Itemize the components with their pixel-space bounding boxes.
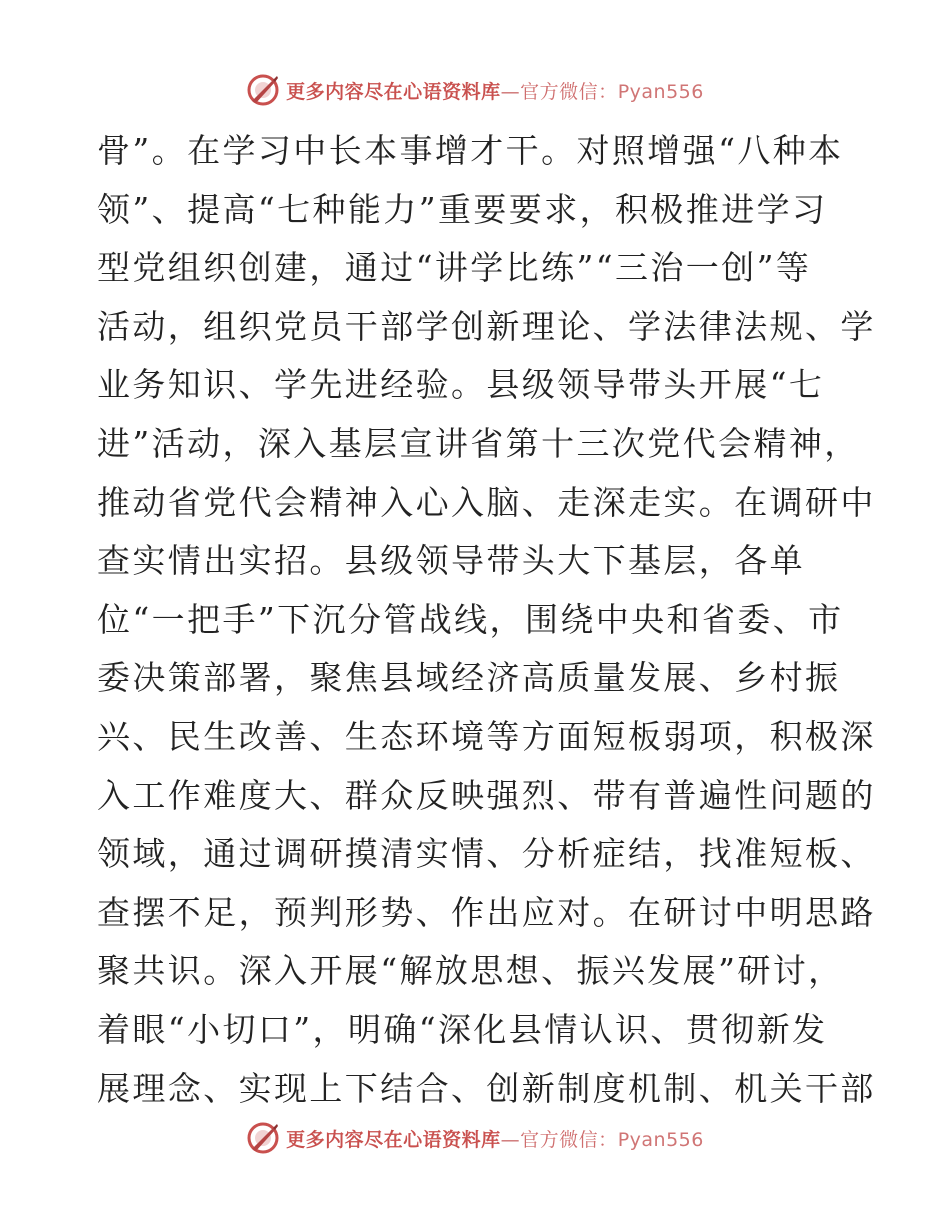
body-line: 骨”。在学习中长本事增才干。对照增强“八种本 (97, 131, 844, 170)
body-line: 进”活动，深入基层宣讲省第十三次党代会精神， (97, 423, 860, 463)
watermark-separator: — (500, 80, 521, 103)
body-line: 查摆不足，预判形势、作出应对。在研讨中明思路 (97, 892, 876, 932)
watermark-lead: 更多内容尽在心语资料库 (286, 1128, 501, 1151)
watermark-label: 官方微信： (520, 80, 618, 103)
body-line: 展理念、实现上下结合、创新制度机制、机关干部 (97, 1068, 876, 1108)
body-line: 活动，组织党员干部学创新理论、学法律法规、学 (97, 306, 876, 346)
quill-pen-seal-icon (246, 73, 280, 107)
body-line: 兴、民生改善、生态环境等方面短板弱项，积极深 (97, 716, 876, 756)
watermark-label: 官方微信： (520, 1128, 618, 1151)
body-line: 委决策部署，聚焦县域经济高质量发展、乡村振 (97, 658, 841, 698)
header-watermark (0, 70, 950, 110)
body-line: 位“一把手”下沉分管战线，围绕中央和省委、市 (97, 599, 844, 639)
watermark-separator: — (500, 1128, 521, 1151)
watermark-text (286, 77, 704, 104)
watermark-id: Pyan556 (617, 80, 704, 103)
body-line: 聚共识。深入开展“解放思想、振兴发展”研讨， (97, 951, 844, 991)
watermark-text (286, 1125, 704, 1152)
footer-watermark (0, 1118, 950, 1158)
body-line: 型党组织创建，通过“讲学比练”“三治一创”等 (97, 248, 812, 288)
body-line: 着眼“小切口”，明确“深化县情认识、贯彻新发 (97, 1009, 828, 1049)
body-line: 查实情出实招。县级领导带头大下基层，各单 (97, 541, 805, 581)
body-line: 领”、提高“七种能力”重要要求，积极推进学习 (97, 189, 828, 229)
body-line: 入工作难度大、群众反映强烈、带有普遍性问题的 (97, 775, 876, 815)
body-line: 业务知识、学先进经验。县级领导带头开展“七 (97, 365, 825, 405)
body-line: 推动省党代会精神入心入脑、走深走实。在调研中 (97, 482, 876, 522)
document-body (97, 122, 876, 1118)
body-line: 领域，通过调研摸清实情、分析症结，找准短板、 (97, 834, 876, 874)
watermark-id: Pyan556 (617, 1128, 704, 1151)
quill-pen-seal-icon (246, 1121, 280, 1155)
watermark-lead: 更多内容尽在心语资料库 (286, 80, 501, 103)
